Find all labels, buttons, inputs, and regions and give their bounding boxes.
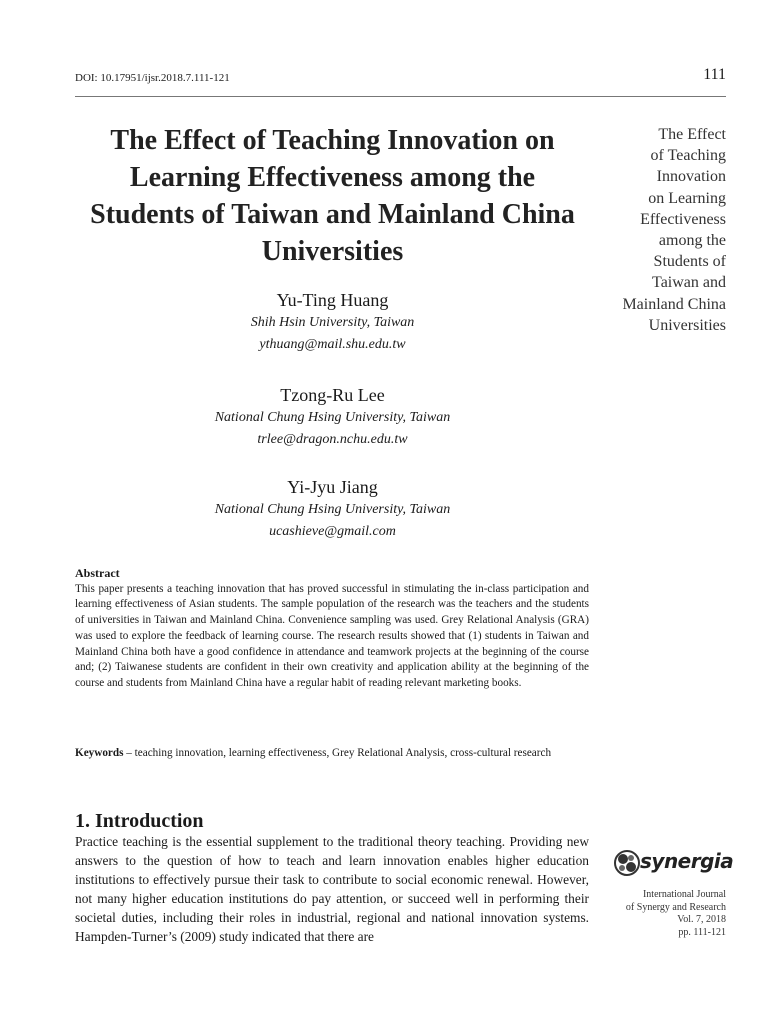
side-title-line: among the: [658, 232, 726, 250]
author-affiliation: National Chung Hsing University, Taiwan: [214, 410, 451, 425]
author-name: Yu-Ting Huang: [276, 290, 389, 310]
synergia-logo-icon: [612, 848, 642, 878]
keywords-section: [75, 746, 589, 762]
side-title-line: Universities: [648, 316, 726, 334]
paper-title: The Effect of Teaching Innovation on Learning Effectiveness among the Students of Taiwan and Mainland China Universities: [90, 125, 575, 267]
author-block: [80, 475, 585, 543]
page-number: 111: [703, 66, 726, 83]
abstract-section: [75, 566, 589, 692]
side-title-line: of Teaching: [650, 147, 726, 165]
author-email[interactable]: trlee@dragon.nchu.edu.tw: [257, 432, 408, 447]
page-header: [75, 66, 726, 97]
abstract-text: This paper presents a teaching innovation that has proved successful in stimulating the in-class participation and learning effectiveness of Asian students. The sample population of the research was the teachers and the students of universities in Taiwan and Mainland China. Convenience sampling was used. Grey Relational Analysis (GRA) was used to explore the feedback of learning course. The research results showed that (1) students in Taiwan and Mainland China both have a good confidence in attendance and teamwork projects at the beginning of the course and; (2) Taiwanese students are confident in their own creativity and application ability at the beginning of the course and students from Mainland China have a regular habit of reading relevant marketing books.: [75, 582, 589, 689]
side-title-line: Taiwan and: [652, 274, 726, 292]
author-affiliation: Shih Hsin University, Taiwan: [250, 315, 415, 330]
author-block: [80, 288, 585, 356]
author-email[interactable]: ythuang@mail.shu.edu.tw: [259, 337, 406, 352]
author-block: [80, 383, 585, 451]
author-name: Tzong-Ru Lee: [280, 385, 385, 405]
journal-logo: [612, 847, 734, 881]
journal-line: pp. 111-121: [678, 926, 726, 938]
keywords-label: Keywords: [75, 747, 124, 759]
journal-line: of Synergy and Research: [625, 901, 726, 913]
side-title-line: The Effect: [658, 126, 726, 143]
introduction-text: Practice teaching is the essential supplement to the traditional theory teaching. Providing new answers to the question of how to teach and learn innovation enables higher education institutions to effectively pursue their task to contribute to social economic renewal. However, not many higher education institutions do pay attention, or succeed well in performing their societal duties, including their roles in industrial, regional and national innovation systems. Hampden-Turner’s (2009) study indicated that there are: [75, 834, 589, 944]
author-name: Yi-Jyu Jiang: [287, 477, 378, 497]
logo-wordmark: synergia: [640, 849, 734, 873]
journal-line: International Journal: [642, 889, 726, 900]
section-heading: 1. Introduction: [75, 810, 204, 832]
side-title-line: Mainland China: [622, 295, 726, 313]
author-email[interactable]: ucashieve@gmail.com: [269, 524, 396, 539]
doi-text: DOI: 10.17951/ijsr.2018.7.111-121: [75, 72, 230, 84]
keywords-text: – teaching innovation, learning effectiveness, Grey Relational Analysis, cross-cultural research: [123, 747, 552, 759]
journal-line: Vol. 7, 2018: [677, 914, 726, 925]
side-running-title: [600, 124, 726, 336]
side-title-line: Innovation: [656, 168, 726, 186]
side-title-line: on Learning: [648, 189, 726, 207]
abstract-heading: Abstract: [75, 566, 120, 580]
journal-info: [600, 889, 726, 939]
author-affiliation: National Chung Hsing University, Taiwan: [214, 502, 451, 517]
side-title-line: Effectiveness: [640, 210, 726, 228]
side-title-line: Students of: [653, 253, 726, 271]
